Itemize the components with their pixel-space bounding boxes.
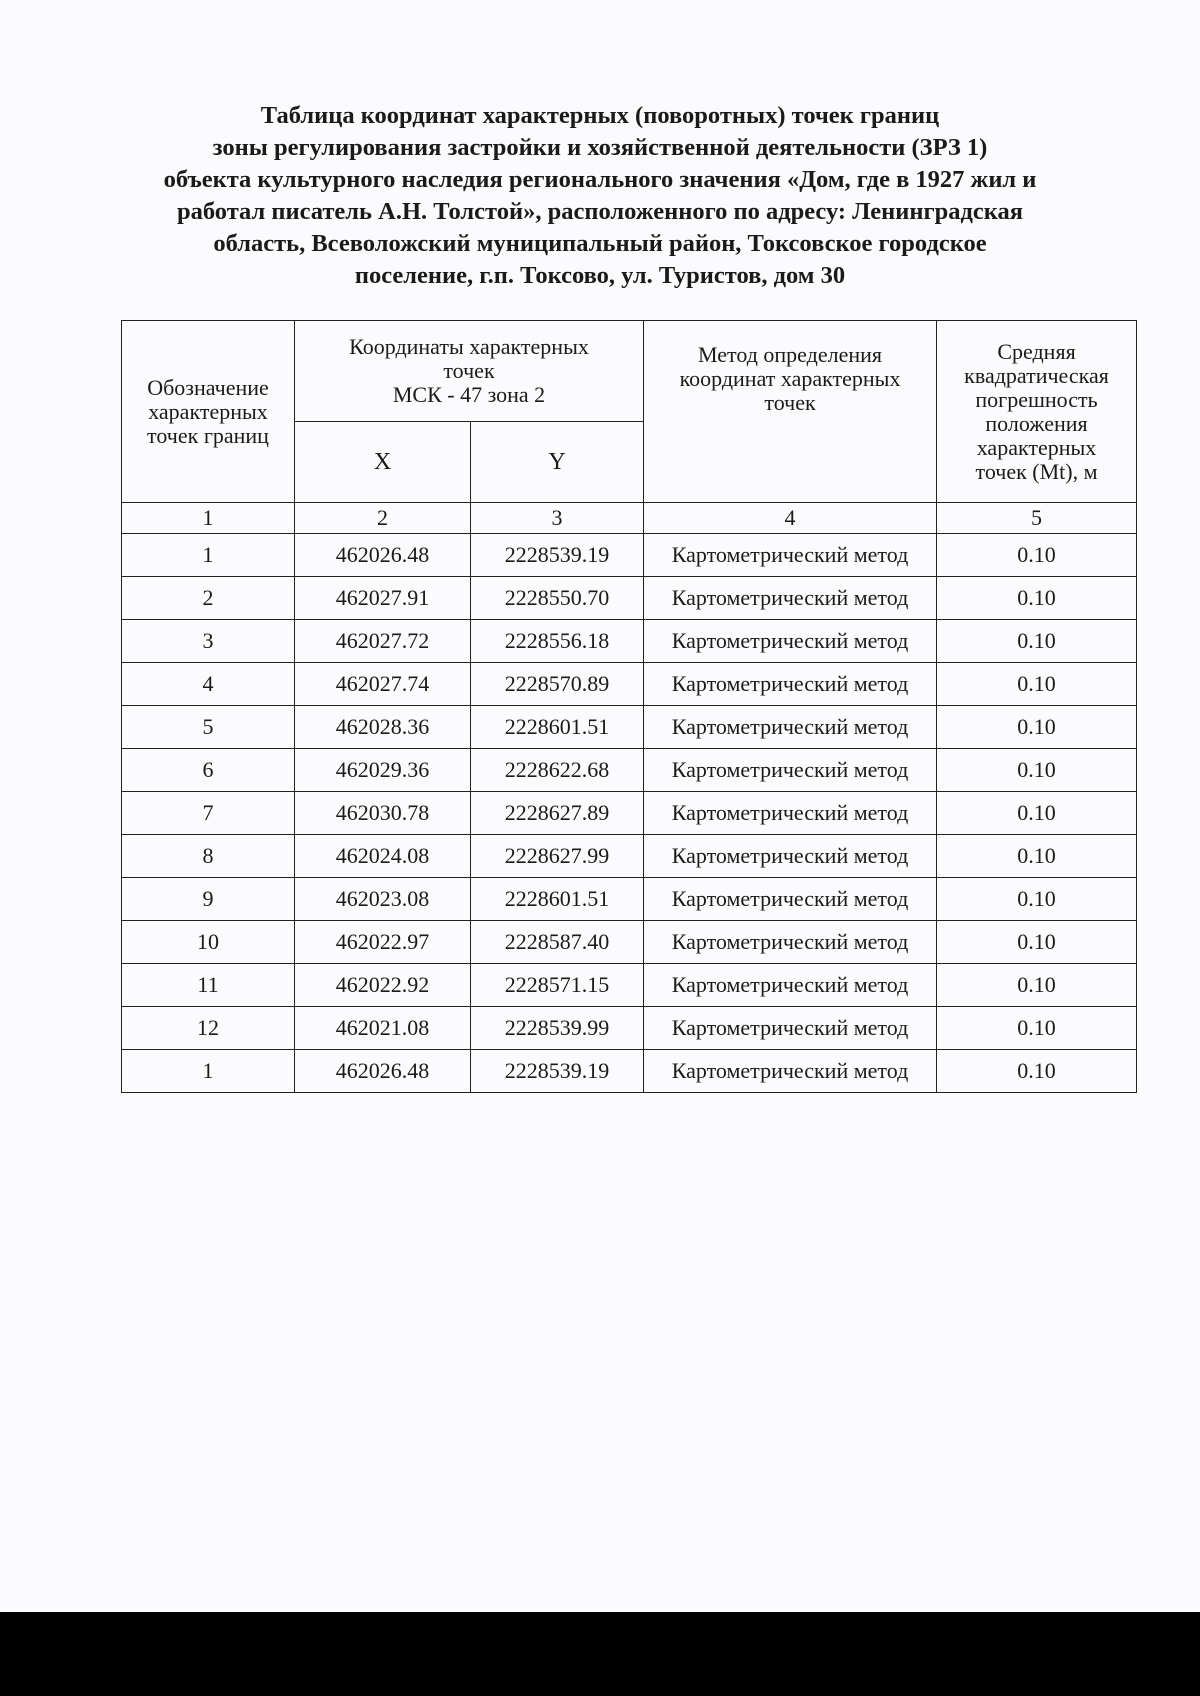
- table-row: [122, 1050, 1137, 1093]
- table-row: [122, 792, 1137, 835]
- header-method: Метод определения координат характерных точек: [644, 321, 937, 503]
- table-row: [122, 706, 1137, 749]
- table-row: [122, 749, 1137, 792]
- cell-method: Картометрический метод: [644, 620, 937, 663]
- table-row: [122, 534, 1137, 577]
- header-coordinates: Координаты характерных точек МСК - 47 зона 2: [295, 321, 644, 422]
- scan-bottom-edge: [0, 1612, 1200, 1696]
- table-row: [122, 921, 1137, 964]
- table-row: [122, 835, 1137, 878]
- cell-x: 462022.92: [295, 964, 471, 1007]
- cell-y: 2228539.19: [471, 1050, 644, 1093]
- cell-y: 2228570.89: [471, 663, 644, 706]
- cell-y: 2228627.99: [471, 835, 644, 878]
- cell-method: Картометрический метод: [644, 706, 937, 749]
- cell-point: 3: [122, 620, 295, 663]
- cell-y: 2228587.40: [471, 921, 644, 964]
- title-line: объекта культурного наследия регионального значения «Дом, где в 1927 жил и: [163, 166, 1037, 193]
- cell-x: 462021.08: [295, 1007, 471, 1050]
- cell-x: 462023.08: [295, 878, 471, 921]
- table-row: [122, 964, 1137, 1007]
- cell-x: 462027.91: [295, 577, 471, 620]
- cell-error: 0.10: [937, 577, 1137, 620]
- cell-y: 2228627.89: [471, 792, 644, 835]
- cell-method: Картометрический метод: [644, 1050, 937, 1093]
- cell-error: 0.10: [937, 663, 1137, 706]
- cell-y: 2228539.19: [471, 534, 644, 577]
- table-row: [122, 1007, 1137, 1050]
- cell-method: Картометрический метод: [644, 577, 937, 620]
- cell-x: 462024.08: [295, 835, 471, 878]
- cell-error: 0.10: [937, 964, 1137, 1007]
- cell-x: 462022.97: [295, 921, 471, 964]
- cell-x: 462028.36: [295, 706, 471, 749]
- cell-point: 5: [122, 706, 295, 749]
- cell-error: 0.10: [937, 620, 1137, 663]
- cell-y: 2228550.70: [471, 577, 644, 620]
- table-header: [122, 321, 1137, 534]
- column-number: 4: [644, 503, 937, 534]
- cell-y: 2228556.18: [471, 620, 644, 663]
- header-error: Средняя квадратическая погрешность положения характерных точек (Mt), м: [937, 321, 1137, 503]
- cell-method: Картометрический метод: [644, 921, 937, 964]
- document-title: [100, 100, 1100, 292]
- cell-method: Картометрический метод: [644, 835, 937, 878]
- title-line: зоны регулирования застройки и хозяйственной деятельности (ЗРЗ 1): [212, 134, 988, 161]
- column-number: 1: [122, 503, 295, 534]
- cell-point: 6: [122, 749, 295, 792]
- cell-point: 1: [122, 1050, 295, 1093]
- cell-x: 462027.72: [295, 620, 471, 663]
- title-line: область, Всеволожский муниципальный район, Токсовское городское: [213, 230, 987, 257]
- cell-error: 0.10: [937, 878, 1137, 921]
- cell-error: 0.10: [937, 835, 1137, 878]
- cell-x: 462029.36: [295, 749, 471, 792]
- cell-point: 7: [122, 792, 295, 835]
- cell-error: 0.10: [937, 1050, 1137, 1093]
- column-number: 5: [937, 503, 1137, 534]
- cell-x: 462026.48: [295, 1050, 471, 1093]
- cell-error: 0.10: [937, 749, 1137, 792]
- cell-method: Картометрический метод: [644, 534, 937, 577]
- cell-y: 2228571.15: [471, 964, 644, 1007]
- cell-method: Картометрический метод: [644, 1007, 937, 1050]
- title-line: Таблица координат характерных (поворотных) точек границ: [260, 102, 940, 129]
- cell-error: 0.10: [937, 921, 1137, 964]
- cell-method: Картометрический метод: [644, 663, 937, 706]
- header-designation: Обозначение характерных точек границ: [122, 321, 295, 503]
- header-y: Y: [471, 422, 644, 503]
- cell-y: 2228601.51: [471, 878, 644, 921]
- cell-y: 2228622.68: [471, 749, 644, 792]
- cell-error: 0.10: [937, 534, 1137, 577]
- table-row: [122, 663, 1137, 706]
- cell-x: 462030.78: [295, 792, 471, 835]
- cell-point: 12: [122, 1007, 295, 1050]
- cell-method: Картометрический метод: [644, 878, 937, 921]
- column-number: 2: [295, 503, 471, 534]
- column-number: 3: [471, 503, 644, 534]
- table-body: [122, 534, 1137, 1093]
- cell-error: 0.10: [937, 792, 1137, 835]
- coordinates-table: [121, 320, 1137, 1093]
- cell-x: 462027.74: [295, 663, 471, 706]
- cell-point: 4: [122, 663, 295, 706]
- cell-method: Картометрический метод: [644, 964, 937, 1007]
- table-row: [122, 878, 1137, 921]
- cell-method: Картометрический метод: [644, 792, 937, 835]
- cell-point: 10: [122, 921, 295, 964]
- header-x: X: [295, 422, 471, 503]
- table-row: [122, 577, 1137, 620]
- cell-error: 0.10: [937, 1007, 1137, 1050]
- title-line: поселение, г.п. Токсово, ул. Туристов, дом 30: [354, 262, 846, 289]
- cell-point: 1: [122, 534, 295, 577]
- cell-y: 2228601.51: [471, 706, 644, 749]
- table-row: [122, 620, 1137, 663]
- cell-point: 11: [122, 964, 295, 1007]
- cell-point: 2: [122, 577, 295, 620]
- cell-y: 2228539.99: [471, 1007, 644, 1050]
- cell-x: 462026.48: [295, 534, 471, 577]
- title-line: работал писатель А.Н. Толстой», расположенного по адресу: Ленинградская: [176, 198, 1024, 225]
- cell-method: Картометрический метод: [644, 749, 937, 792]
- cell-point: 8: [122, 835, 295, 878]
- cell-error: 0.10: [937, 706, 1137, 749]
- cell-point: 9: [122, 878, 295, 921]
